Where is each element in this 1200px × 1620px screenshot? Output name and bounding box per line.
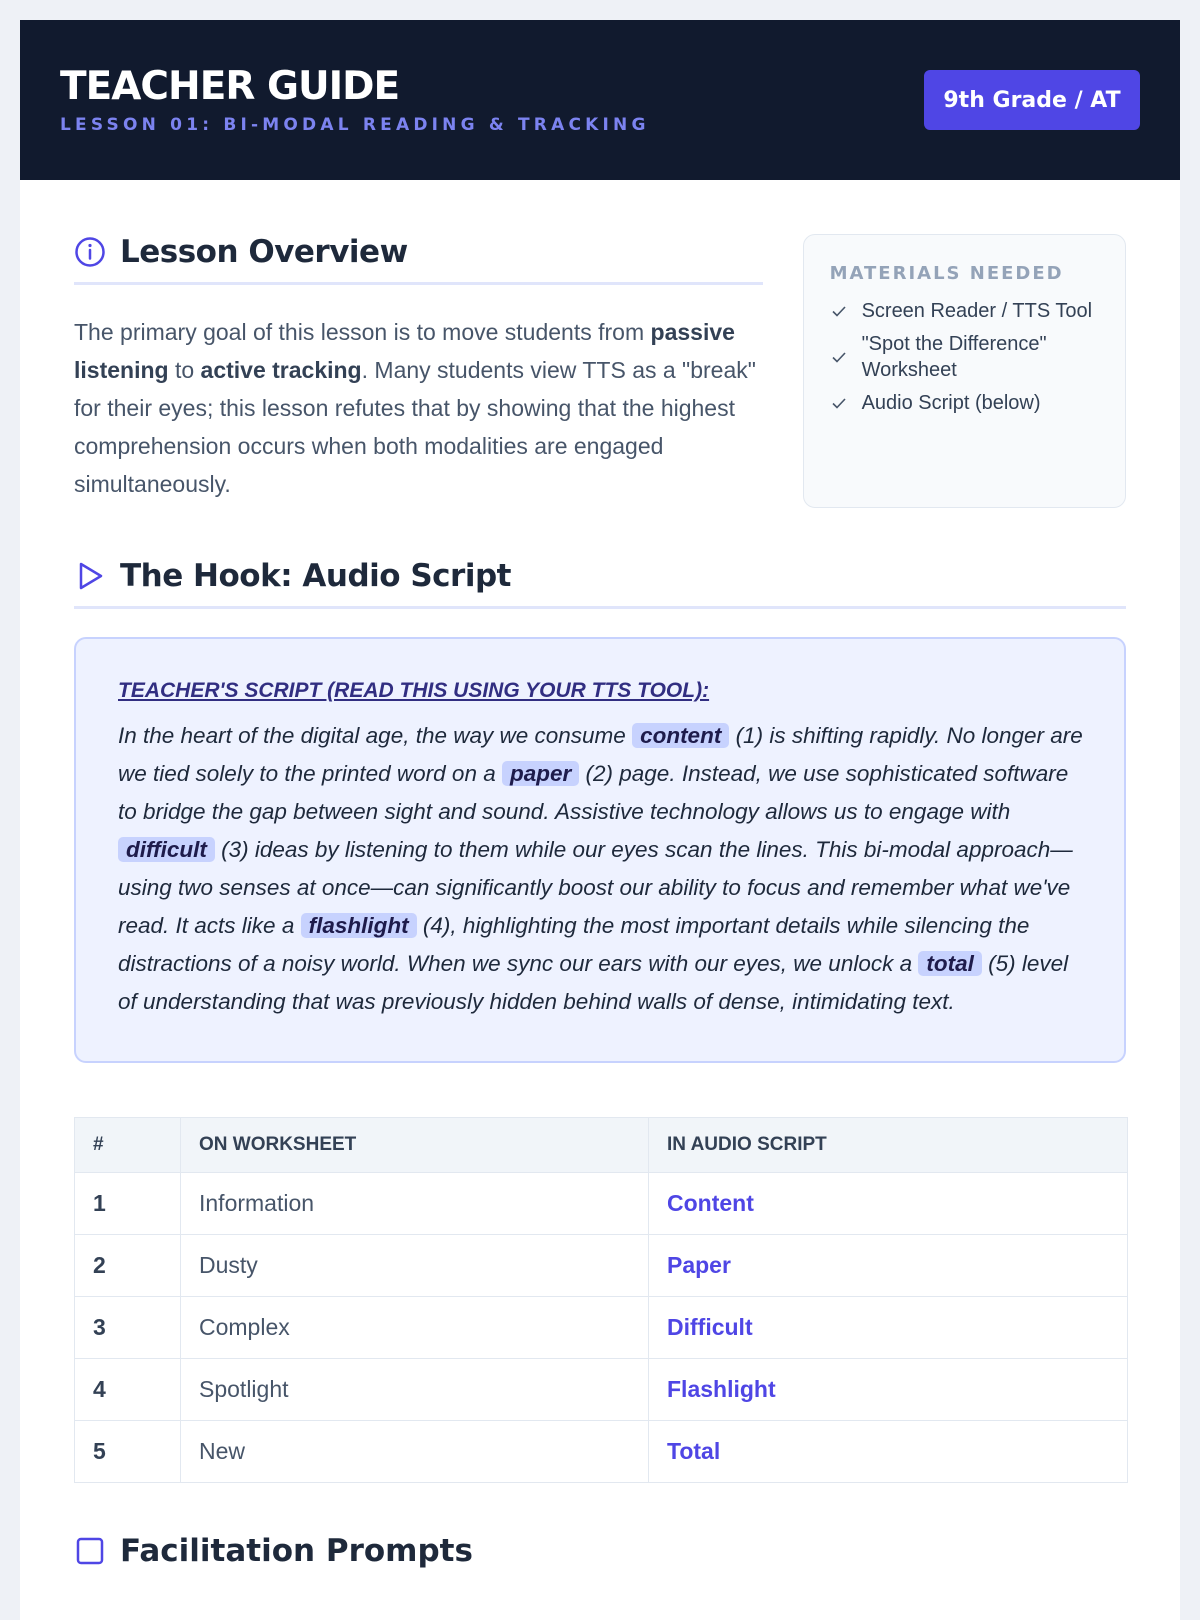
materials-card <box>803 234 1126 508</box>
column-header-worksheet: ON WORKSHEET <box>181 1118 649 1173</box>
worksheet-word: Dusty <box>181 1235 649 1297</box>
row-number: 1 <box>75 1173 181 1235</box>
audio-word: Total <box>649 1421 1128 1483</box>
materials-item-label: Screen Reader / TTS Tool <box>861 300 1093 322</box>
lesson-subtitle: LESSON 01: BI-MODAL READING & TRACKING <box>60 115 650 135</box>
overview-heading-row <box>74 234 763 285</box>
audio-script-box <box>74 637 1126 1063</box>
hook-heading: The Hook: Audio Script <box>120 558 511 594</box>
audio-script-text <box>118 717 1084 1021</box>
overview-heading: Lesson Overview <box>120 234 408 270</box>
highlighted-word: paper <box>502 761 579 786</box>
materials-item <box>830 331 1099 383</box>
column-header-number: # <box>75 1118 181 1173</box>
check-icon <box>830 302 848 320</box>
check-icon <box>830 394 848 412</box>
play-icon <box>74 560 106 592</box>
answer-key-table <box>74 1117 1128 1483</box>
script-segment: (1) is shifting rapidly. No longer are we tied solely to the printed word on a <box>118 723 1083 786</box>
highlighted-word: total <box>918 951 982 976</box>
info-icon <box>74 236 106 268</box>
script-label: TEACHER'S SCRIPT (READ THIS USING YOUR TTS TOOL): <box>118 679 710 702</box>
row-number: 3 <box>75 1297 181 1359</box>
audio-word: Content <box>649 1173 1128 1235</box>
facilitation-heading-row <box>74 1533 1126 1569</box>
overview-emphasis: passive listening <box>74 319 735 383</box>
audio-word: Flashlight <box>649 1359 1128 1421</box>
table-row <box>75 1235 1128 1297</box>
table-row <box>75 1173 1128 1235</box>
table-header-row <box>75 1118 1128 1173</box>
hook-section <box>74 558 1126 1063</box>
overview-paragraph <box>74 313 763 503</box>
materials-item-label: "Spot the Difference" Worksheet <box>861 333 1047 381</box>
grade-badge: 9th Grade / AT <box>924 70 1140 130</box>
script-segment: (3) ideas by listening to them while our eyes scan the lines. This bi-modal approach—using two senses at once—can significantly boost our ability to focus and remember what we've read. It acts like a <box>118 837 1073 938</box>
materials-list <box>830 298 1099 416</box>
worksheet-word: New <box>181 1421 649 1483</box>
row-number: 2 <box>75 1235 181 1297</box>
audio-word: Difficult <box>649 1297 1128 1359</box>
overview-text-part: to <box>168 357 201 383</box>
table-body <box>75 1173 1128 1483</box>
worksheet-word: Spotlight <box>181 1359 649 1421</box>
script-segment: (2) page. Instead, we use sophisticated software to bridge the gap between sight and sound. Assistive technology allows us to engage with <box>118 761 1069 824</box>
materials-item <box>830 298 1099 324</box>
highlighted-word: difficult <box>118 837 215 862</box>
table-row <box>75 1359 1128 1421</box>
page-title: TEACHER GUIDE <box>60 64 400 109</box>
lesson-overview-section <box>74 234 763 508</box>
materials-item-label: Audio Script (below) <box>861 392 1041 414</box>
header-titles <box>60 65 650 135</box>
worksheet-word: Information <box>181 1173 649 1235</box>
row-number: 5 <box>75 1421 181 1483</box>
column-header-audio: IN AUDIO SCRIPT <box>649 1118 1128 1173</box>
highlighted-word: flashlight <box>301 913 417 938</box>
script-segment: In the heart of the digital age, the way we consume <box>118 723 633 748</box>
page-header <box>20 20 1180 180</box>
table-head <box>75 1118 1128 1173</box>
overview-row <box>74 234 1126 508</box>
table-row <box>75 1421 1128 1483</box>
facilitation-heading: Facilitation Prompts <box>120 1533 473 1569</box>
check-icon <box>830 348 848 366</box>
script-segment: (5) level of understanding that was previously hidden behind walls of dense, intimidating text. <box>118 951 1069 1014</box>
main-content <box>20 234 1180 1569</box>
hook-heading-row <box>74 558 1126 609</box>
teacher-guide-page <box>20 20 1180 1620</box>
overview-text-part: The primary goal of this lesson is to move students from <box>74 319 651 345</box>
table-row <box>75 1297 1128 1359</box>
worksheet-word: Complex <box>181 1297 649 1359</box>
audio-word: Paper <box>649 1235 1128 1297</box>
overview-emphasis: active tracking <box>200 357 362 383</box>
materials-item <box>830 390 1099 416</box>
script-segment: (4), highlighting the most important details while silencing the distractions of a noisy world. When we sync our ears with our eyes, we unlock a <box>118 913 1030 976</box>
overview-text-part: . Many students view TTS as a "break" for their eyes; this lesson refutes that by showing that the highest comprehension occurs when both modalities are engaged simultaneously. <box>74 357 756 497</box>
clipboard-icon <box>74 1535 106 1567</box>
row-number: 4 <box>75 1359 181 1421</box>
highlighted-word: content <box>632 723 729 748</box>
materials-title: MATERIALS NEEDED <box>829 263 1064 284</box>
